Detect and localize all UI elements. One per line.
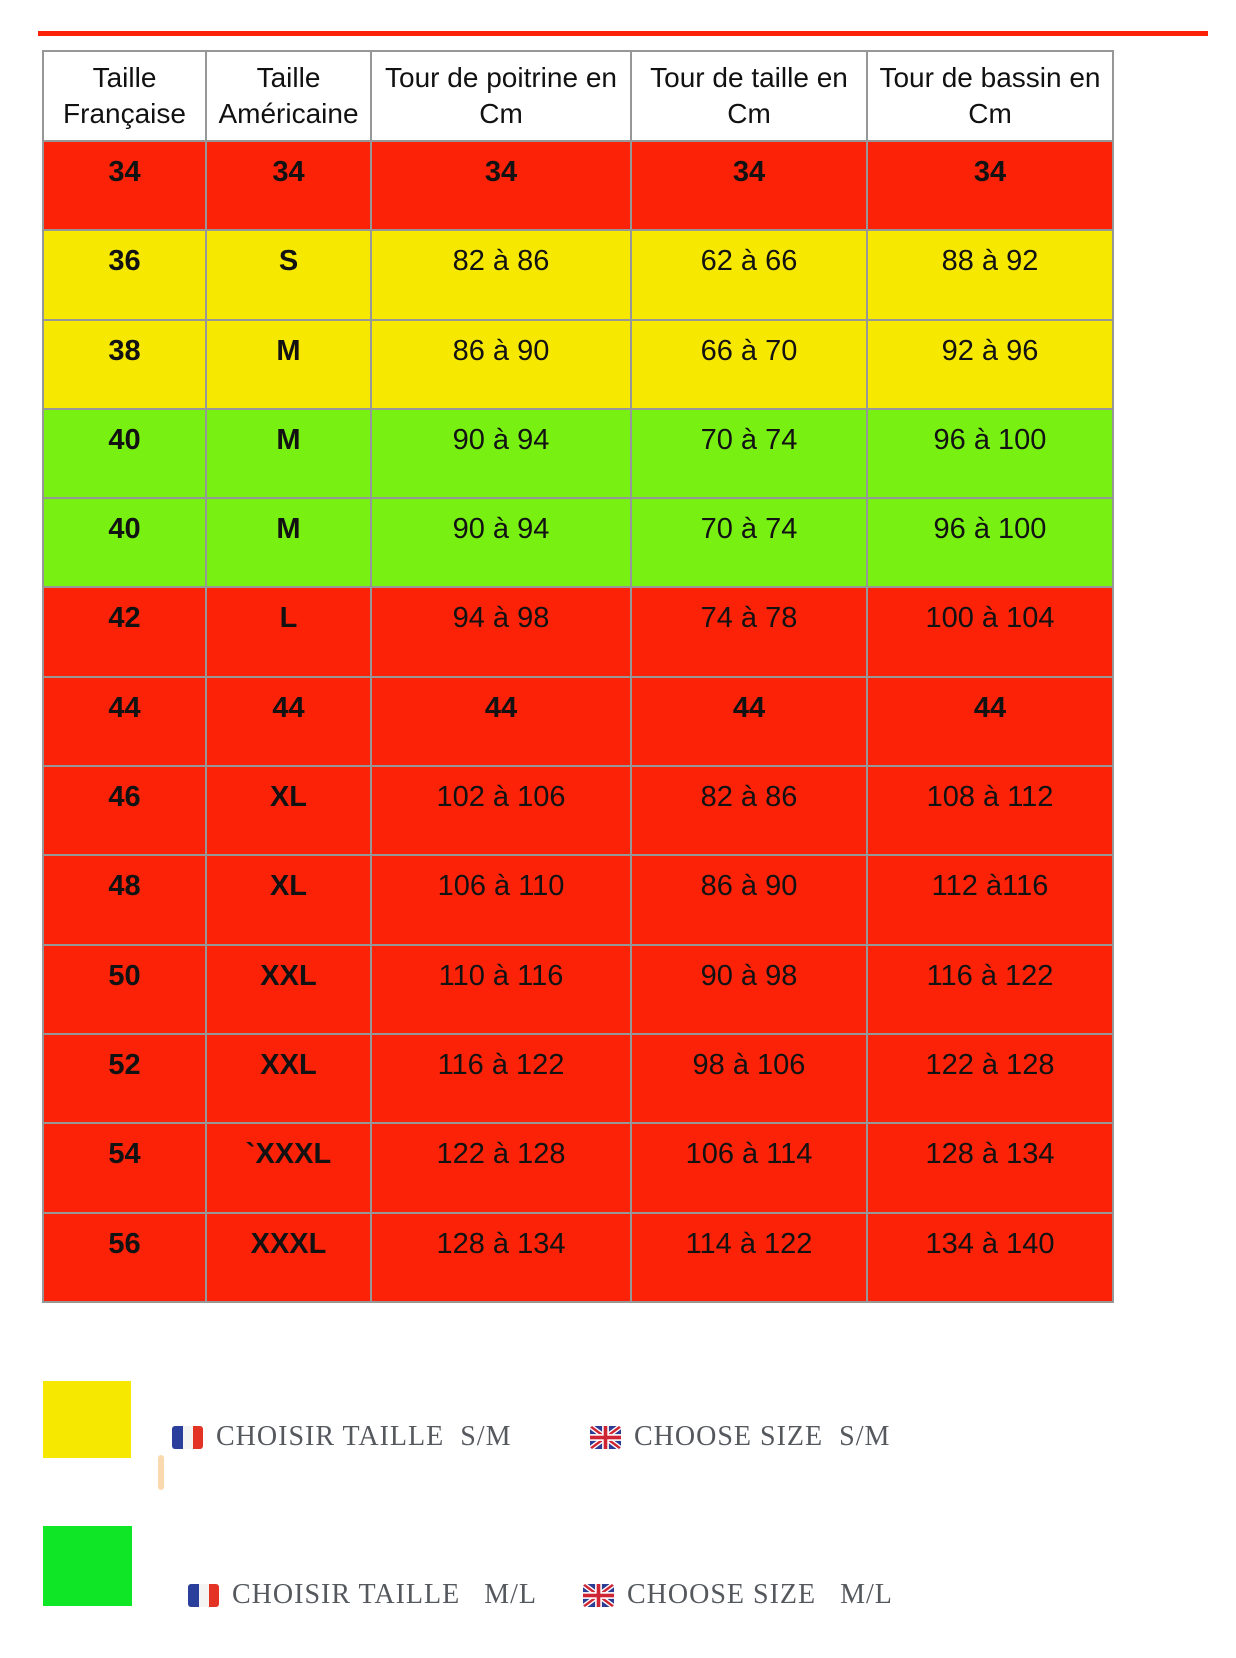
cell-taille-americaine: XXL	[206, 945, 371, 1034]
table-row	[43, 677, 1113, 766]
cell-tour-bassin: 96 à 100	[867, 409, 1113, 498]
cell-taille-americaine: 44	[206, 677, 371, 766]
cell-tour-bassin: 122 à 128	[867, 1034, 1113, 1123]
table-row	[43, 1123, 1113, 1212]
legend-swatch-green	[43, 1526, 132, 1606]
cell-tour-poitrine: 86 à 90	[371, 320, 631, 409]
table-row	[43, 141, 1113, 230]
cell-taille-francaise: 56	[43, 1213, 206, 1302]
cell-tour-bassin: 100 à 104	[867, 587, 1113, 676]
cell-tour-bassin: 96 à 100	[867, 498, 1113, 587]
cell-taille-americaine: 34	[206, 141, 371, 230]
france-flag-icon	[188, 1584, 219, 1607]
table-row	[43, 587, 1113, 676]
cell-tour-taille: 90 à 98	[631, 945, 867, 1034]
cell-tour-taille: 82 à 86	[631, 766, 867, 855]
column-header-taille-francaise: Taille Française	[43, 51, 206, 141]
table-row	[43, 766, 1113, 855]
legend-label-choisir-ml: CHOISIR TAILLE M/L	[232, 1579, 538, 1610]
legend-2-french	[188, 1577, 537, 1613]
cell-tour-taille: 70 à 74	[631, 498, 867, 587]
cell-taille-americaine: XL	[206, 766, 371, 855]
cell-taille-americaine: S	[206, 230, 371, 319]
cell-taille-americaine: XL	[206, 855, 371, 944]
cell-tour-poitrine: 34	[371, 141, 631, 230]
legend-2-english	[583, 1577, 893, 1613]
cell-tour-poitrine: 128 à 134	[371, 1213, 631, 1302]
cell-tour-bassin: 92 à 96	[867, 320, 1113, 409]
table-row	[43, 498, 1113, 587]
cell-tour-bassin: 44	[867, 677, 1113, 766]
cell-tour-taille: 86 à 90	[631, 855, 867, 944]
cell-tour-poitrine: 106 à 110	[371, 855, 631, 944]
cell-tour-taille: 106 à 114	[631, 1123, 867, 1212]
cell-taille-francaise: 40	[43, 498, 206, 587]
cell-tour-poitrine: 90 à 94	[371, 498, 631, 587]
cell-taille-francaise: 54	[43, 1123, 206, 1212]
cell-tour-poitrine: 102 à 106	[371, 766, 631, 855]
column-header-tour-taille: Tour de taille en Cm	[631, 51, 867, 141]
cell-tour-taille: 98 à 106	[631, 1034, 867, 1123]
cell-tour-taille: 44	[631, 677, 867, 766]
cell-taille-francaise: 46	[43, 766, 206, 855]
cell-tour-poitrine: 94 à 98	[371, 587, 631, 676]
legend-label-choose-ml: CHOOSE SIZE M/L	[627, 1579, 893, 1610]
cell-tour-taille: 114 à 122	[631, 1213, 867, 1302]
cell-taille-americaine: `XXXL	[206, 1123, 371, 1212]
table-row	[43, 320, 1113, 409]
table-row	[43, 230, 1113, 319]
cell-taille-francaise: 38	[43, 320, 206, 409]
uk-flag-icon	[590, 1426, 621, 1449]
cell-tour-poitrine: 82 à 86	[371, 230, 631, 319]
cell-tour-taille: 74 à 78	[631, 587, 867, 676]
cell-tour-poitrine: 116 à 122	[371, 1034, 631, 1123]
cell-tour-bassin: 112 à116	[867, 855, 1113, 944]
cell-taille-francaise: 50	[43, 945, 206, 1034]
column-header-taille-americaine: Taille Américaine	[206, 51, 371, 141]
cell-tour-taille: 66 à 70	[631, 320, 867, 409]
cell-taille-francaise: 48	[43, 855, 206, 944]
legend-1-french	[172, 1419, 511, 1455]
legend-label-choisir-sm: CHOISIR TAILLE S/M	[216, 1421, 512, 1452]
cell-tour-bassin: 128 à 134	[867, 1123, 1113, 1212]
table-row	[43, 409, 1113, 498]
cell-taille-francaise: 40	[43, 409, 206, 498]
cell-tour-poitrine: 90 à 94	[371, 409, 631, 498]
cell-taille-americaine: L	[206, 587, 371, 676]
cell-taille-francaise: 42	[43, 587, 206, 676]
table-row	[43, 1034, 1113, 1123]
cell-tour-poitrine: 122 à 128	[371, 1123, 631, 1212]
legend-label-choose-sm: CHOOSE SIZE S/M	[634, 1421, 891, 1452]
cell-tour-bassin: 134 à 140	[867, 1213, 1113, 1302]
cell-tour-bassin: 116 à 122	[867, 945, 1113, 1034]
cell-taille-francaise: 34	[43, 141, 206, 230]
cell-tour-bassin: 34	[867, 141, 1113, 230]
cursor-tick	[158, 1455, 164, 1490]
size-table	[42, 50, 1114, 1303]
cell-tour-poitrine: 44	[371, 677, 631, 766]
cell-tour-poitrine: 110 à 116	[371, 945, 631, 1034]
legend-1-english	[590, 1419, 890, 1455]
red-top-rule	[38, 31, 1208, 36]
uk-flag-icon	[583, 1584, 614, 1607]
cell-taille-americaine: M	[206, 320, 371, 409]
column-header-tour-bassin: Tour de bassin en Cm	[867, 51, 1113, 141]
column-header-tour-poitrine: Tour de poitrine en Cm	[371, 51, 631, 141]
table-row	[43, 855, 1113, 944]
header-row	[43, 51, 1113, 141]
cell-taille-americaine: XXXL	[206, 1213, 371, 1302]
cell-tour-taille: 34	[631, 141, 867, 230]
cell-tour-taille: 62 à 66	[631, 230, 867, 319]
cell-taille-francaise: 52	[43, 1034, 206, 1123]
cell-taille-francaise: 36	[43, 230, 206, 319]
cell-taille-americaine: M	[206, 409, 371, 498]
table-row	[43, 1213, 1113, 1302]
france-flag-icon	[172, 1426, 203, 1449]
cell-tour-taille: 70 à 74	[631, 409, 867, 498]
cell-taille-americaine: XXL	[206, 1034, 371, 1123]
cell-taille-francaise: 44	[43, 677, 206, 766]
legend-swatch-yellow	[43, 1381, 131, 1458]
cell-taille-americaine: M	[206, 498, 371, 587]
table-row	[43, 945, 1113, 1034]
cell-tour-bassin: 108 à 112	[867, 766, 1113, 855]
cell-tour-bassin: 88 à 92	[867, 230, 1113, 319]
